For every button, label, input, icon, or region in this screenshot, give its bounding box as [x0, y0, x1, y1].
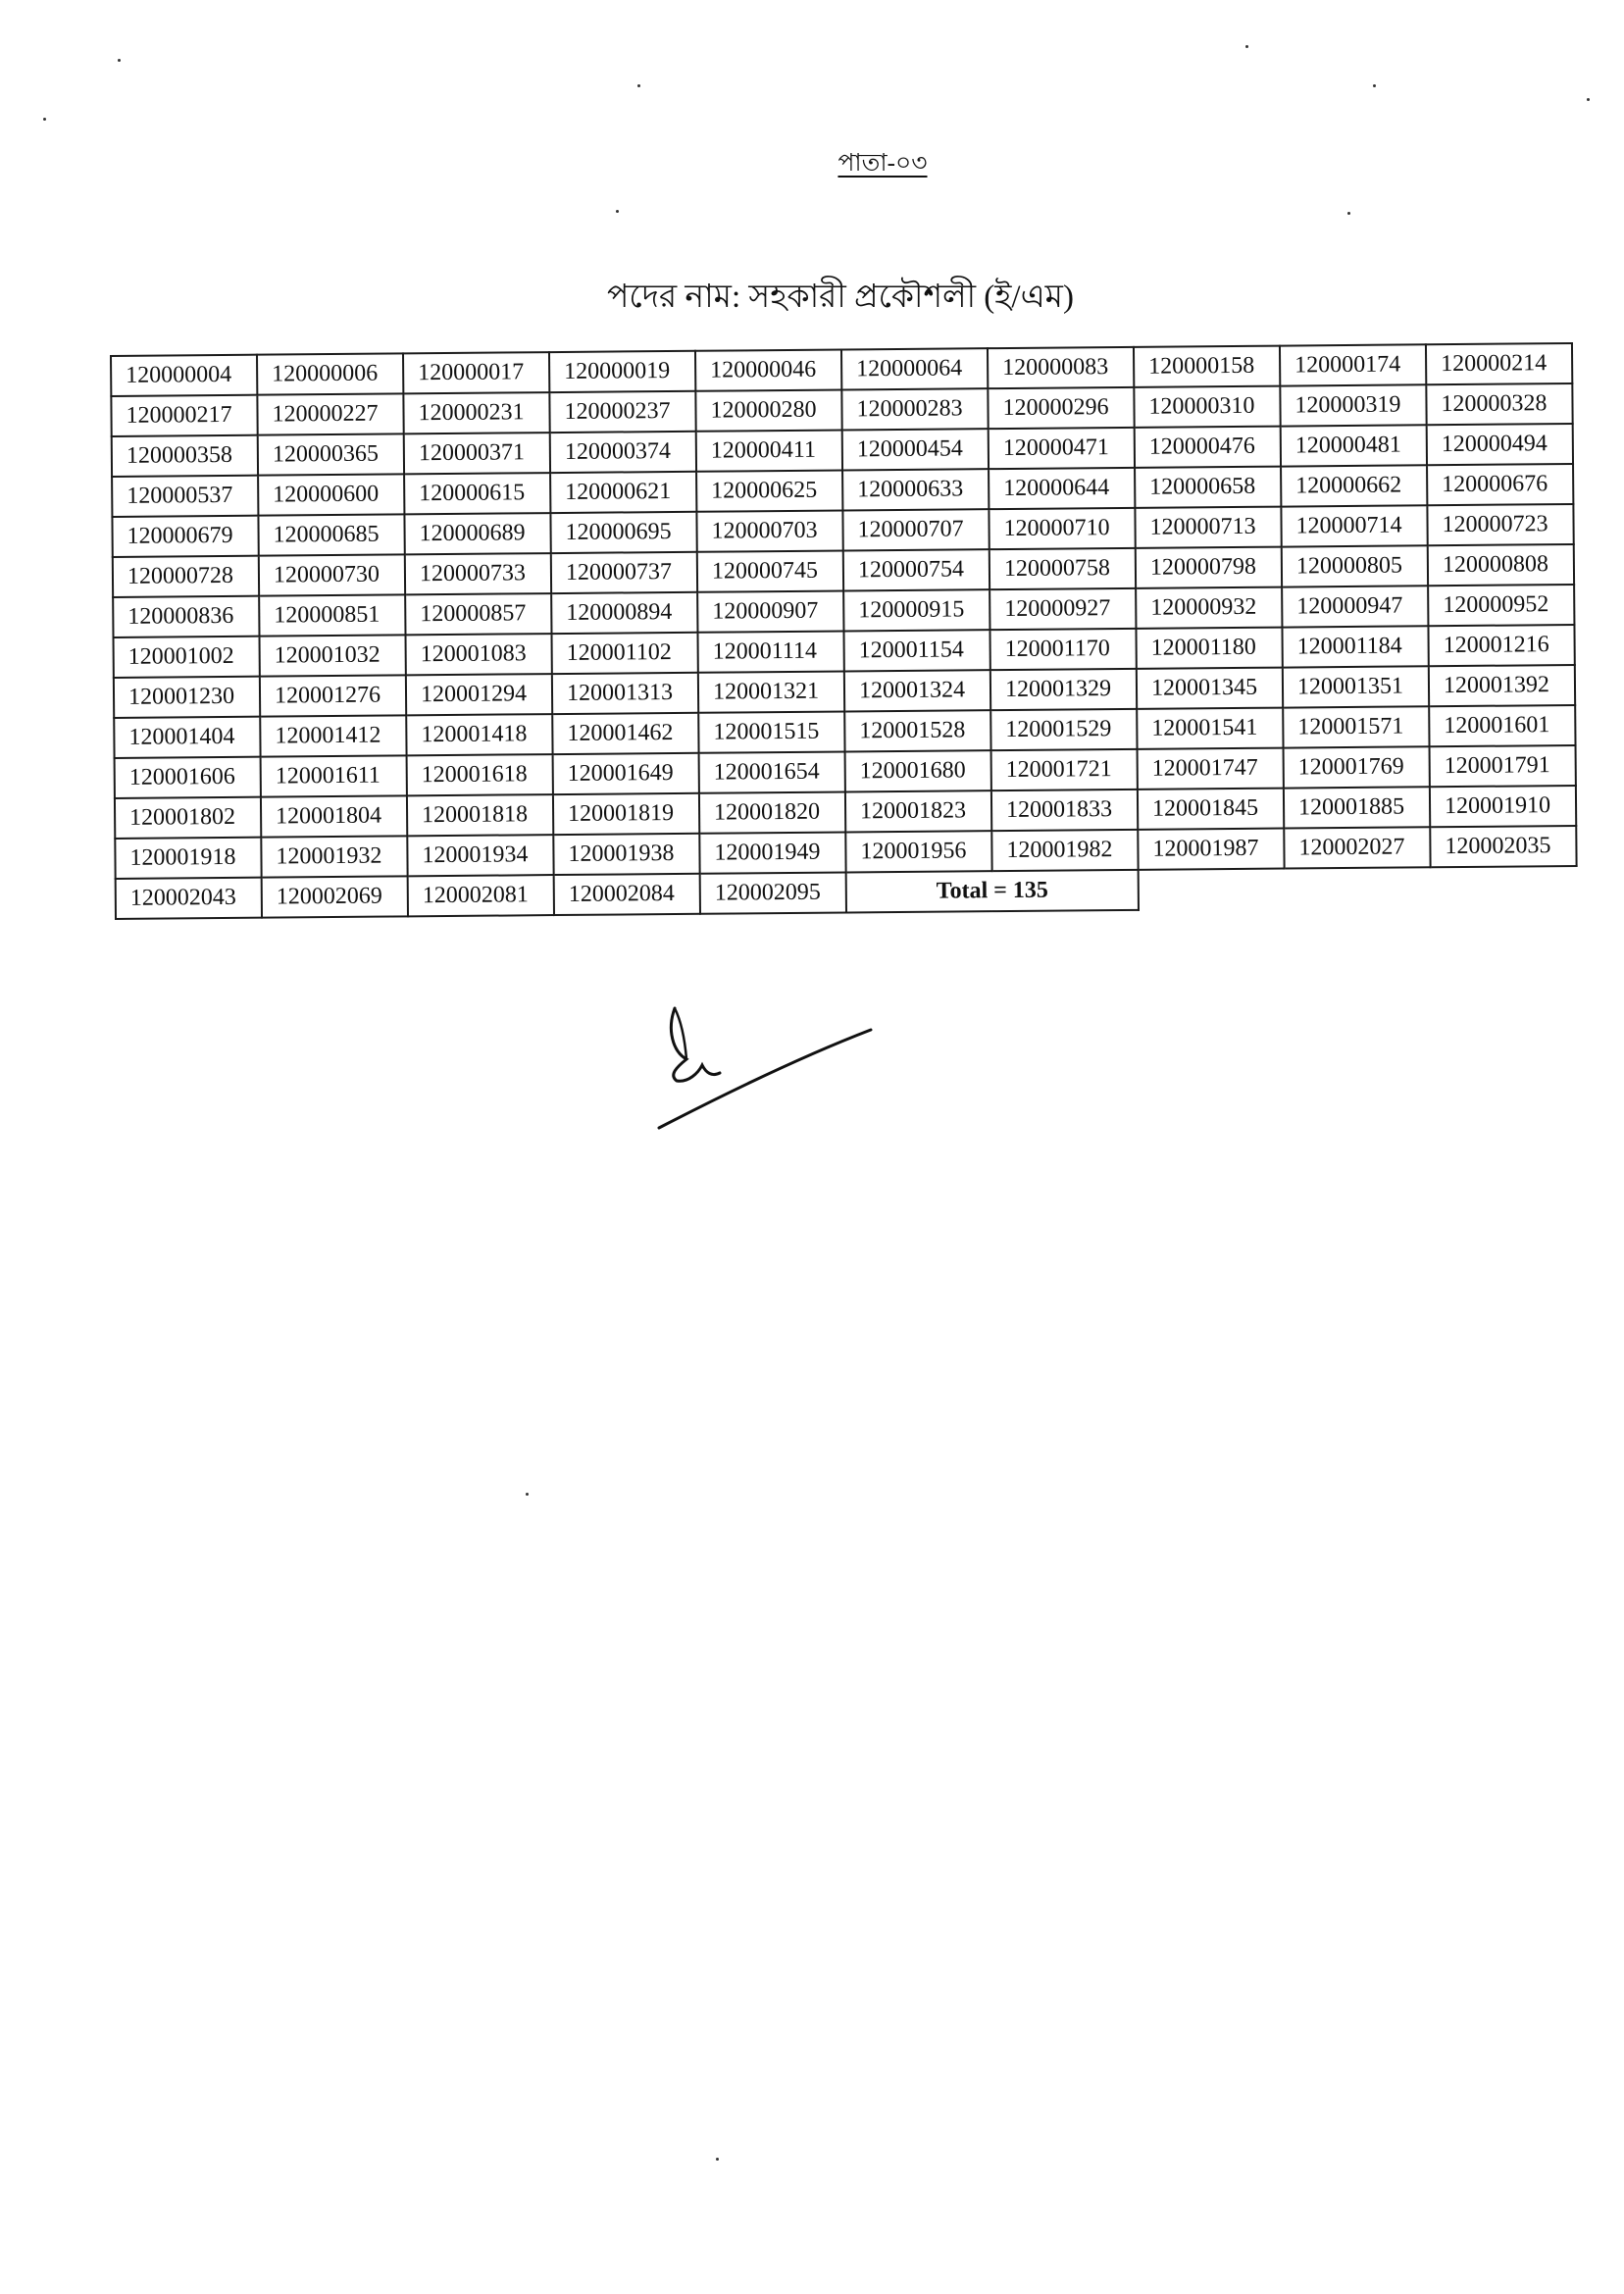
roll-number-cell: 120000758 — [990, 548, 1136, 589]
roll-number-cell: 120001321 — [698, 671, 844, 712]
roll-number-cell: 120000374 — [550, 432, 696, 473]
roll-number-cell: 120000358 — [112, 435, 258, 477]
roll-number-cell: 120000710 — [989, 508, 1135, 549]
scan-speck — [716, 2158, 719, 2161]
roll-number-cell: 120000644 — [989, 468, 1135, 509]
scan-speck — [526, 1493, 529, 1496]
roll-number-cell: 120001216 — [1428, 625, 1574, 666]
roll-number-cell: 120001418 — [406, 714, 552, 755]
roll-number-cell: 120000006 — [257, 353, 403, 394]
roll-number-cell: 120001601 — [1429, 705, 1575, 746]
roll-number-cell: 120000064 — [841, 348, 988, 389]
scan-speck — [616, 210, 619, 213]
roll-number-cell: 120001392 — [1429, 665, 1575, 706]
roll-number-cell: 120000695 — [550, 512, 696, 553]
roll-number-cell: 120000714 — [1281, 505, 1427, 546]
roll-number-cell: 120000857 — [405, 593, 551, 635]
empty-cell — [1431, 866, 1577, 907]
roll-number-cell: 120000600 — [258, 474, 404, 515]
roll-number-cell: 120001606 — [115, 757, 261, 798]
roll-number-cell: 120001180 — [1136, 628, 1282, 669]
total-count-cell: Total = 135 — [846, 870, 1139, 913]
roll-number-cell: 120001618 — [407, 754, 553, 795]
roll-number-cell: 120001404 — [114, 717, 260, 758]
roll-number-cell: 120000730 — [259, 554, 405, 595]
roll-number-cell: 120000328 — [1426, 383, 1572, 425]
scan-speck — [1347, 212, 1350, 215]
roll-number-cell: 120000365 — [258, 433, 404, 475]
roll-number-cell: 120000083 — [988, 347, 1134, 388]
roll-number-cell: 120001102 — [551, 633, 697, 674]
signature — [647, 991, 883, 1147]
roll-number-cell: 120002043 — [116, 878, 262, 919]
roll-number-cell: 120000927 — [990, 588, 1136, 630]
roll-number-cell: 120001351 — [1283, 666, 1429, 707]
roll-number-cell: 120001515 — [698, 711, 844, 752]
roll-number-cell: 120000808 — [1428, 544, 1574, 586]
roll-number-cell: 120000481 — [1281, 425, 1427, 466]
roll-number-cell: 120000494 — [1427, 424, 1573, 465]
roll-number-cell: 120000004 — [111, 355, 257, 396]
roll-number-cell: 120000932 — [1136, 587, 1282, 629]
roll-number-cell: 120001154 — [843, 630, 990, 671]
roll-number-cell: 120001918 — [115, 838, 261, 879]
roll-number-cell: 120000689 — [404, 513, 550, 554]
roll-number-cell: 120001170 — [990, 629, 1136, 670]
roll-number-cell: 120000745 — [697, 550, 843, 591]
roll-number-cell: 120000733 — [405, 553, 551, 594]
scan-speck — [118, 59, 121, 62]
roll-number-cell: 120001313 — [552, 673, 698, 714]
roll-number-cell: 120000283 — [841, 388, 988, 430]
roll-number-cell: 120000227 — [257, 393, 403, 434]
empty-cell — [1139, 869, 1285, 910]
roll-number-cell: 120001462 — [552, 713, 698, 754]
roll-number-cell: 120001823 — [845, 790, 991, 832]
roll-number-cell: 120001802 — [115, 797, 261, 839]
scan-speck — [637, 84, 640, 87]
roll-number-cell: 120000713 — [1135, 507, 1281, 548]
scan-speck — [43, 118, 46, 121]
roll-number-cell: 120001845 — [1138, 789, 1284, 830]
roll-number-cell: 120000046 — [695, 349, 841, 390]
roll-number-cell: 120000952 — [1428, 585, 1574, 626]
roll-number-cell: 120000685 — [258, 514, 404, 555]
roll-number-cell: 120001412 — [260, 715, 406, 756]
roll-number-cell: 120001611 — [261, 755, 407, 796]
scan-speck — [1373, 84, 1376, 87]
roll-number-cell: 120001529 — [990, 709, 1137, 750]
roll-number-cell: 120001938 — [553, 834, 699, 875]
roll-number-cell: 120001885 — [1284, 787, 1430, 828]
roll-number-cell: 120000371 — [404, 433, 550, 474]
roll-number-cell: 120000915 — [843, 589, 990, 631]
roll-number-cell: 120001818 — [407, 794, 553, 836]
roll-number-cell: 120000703 — [696, 510, 842, 551]
roll-number-cell: 120001324 — [844, 670, 990, 711]
roll-number-cell: 120000296 — [988, 387, 1134, 429]
roll-number-cell: 120000476 — [1135, 427, 1281, 468]
roll-number-cell: 120000851 — [259, 594, 405, 636]
roll-number-cell: 120000454 — [842, 429, 989, 470]
roll-number-cell: 120001294 — [406, 674, 552, 715]
roll-number-cell: 120000621 — [550, 472, 696, 513]
roll-number-cell: 120001114 — [697, 631, 843, 672]
roll-number-cell: 120000836 — [113, 596, 259, 637]
roll-number-cell: 120001541 — [1137, 708, 1283, 749]
roll-number-table — [110, 342, 1578, 920]
roll-number-cell: 120000471 — [989, 428, 1135, 469]
roll-number-cell: 120000658 — [1135, 467, 1281, 508]
roll-number-cell: 120000280 — [695, 389, 841, 431]
roll-number-cell: 120000805 — [1282, 545, 1428, 586]
roll-number-cell: 120001804 — [261, 795, 407, 837]
roll-number-cell: 120001949 — [699, 832, 845, 873]
roll-number-cell: 120001184 — [1282, 626, 1428, 667]
scan-speck — [1587, 98, 1590, 101]
roll-number-cell: 120000411 — [696, 430, 842, 471]
roll-number-cell: 120000633 — [842, 469, 989, 510]
roll-number-cell: 120000537 — [112, 476, 258, 517]
roll-number-cell: 120001276 — [260, 675, 406, 716]
roll-number-cell: 120002027 — [1284, 827, 1430, 868]
page-number: পাতা-০৩ — [837, 150, 928, 177]
roll-number-cell: 120001819 — [553, 793, 699, 835]
roll-number-cell: 120000707 — [842, 509, 989, 550]
roll-number-cell: 120000737 — [551, 552, 697, 593]
roll-number-cell: 120001820 — [699, 791, 845, 833]
roll-number-cell: 120000907 — [697, 590, 843, 632]
roll-number-cell: 120000798 — [1136, 547, 1282, 588]
roll-number-cell: 120000019 — [549, 351, 695, 392]
roll-number-cell: 120002035 — [1430, 826, 1576, 867]
roll-number-cell: 120000310 — [1134, 386, 1280, 428]
roll-number-cell: 120001649 — [553, 753, 699, 794]
roll-number-cell: 120002069 — [262, 876, 408, 917]
roll-number-cell: 120000158 — [1134, 346, 1280, 387]
roll-number-cell: 120001083 — [406, 634, 552, 675]
roll-number-cell: 120001002 — [114, 637, 260, 678]
roll-number-cell: 120001987 — [1138, 829, 1284, 870]
roll-number-cell: 120001329 — [990, 669, 1137, 710]
roll-number-cell: 120002081 — [408, 875, 554, 916]
roll-number-cell: 120001032 — [260, 635, 406, 676]
roll-number-cell: 120001956 — [845, 831, 991, 872]
roll-number-cell: 120000728 — [113, 556, 259, 597]
roll-number-cell: 120000174 — [1280, 344, 1426, 385]
roll-number-cell: 120000217 — [111, 395, 257, 436]
scan-speck — [1245, 45, 1248, 48]
roll-number-cell: 120001721 — [991, 749, 1138, 790]
roll-number-cell: 120000662 — [1281, 465, 1427, 506]
roll-number-cell: 120001833 — [991, 790, 1138, 831]
roll-number-cell: 120000017 — [403, 352, 549, 393]
roll-number-cell: 120001934 — [407, 835, 553, 876]
roll-number-cell: 120000237 — [549, 391, 695, 433]
roll-number-cell: 120000723 — [1427, 504, 1573, 545]
roll-number-cell: 120002084 — [554, 874, 700, 915]
roll-number-cell: 120001769 — [1284, 746, 1430, 788]
roll-number-cell: 120001654 — [699, 751, 845, 792]
roll-number-cell: 120001910 — [1430, 786, 1576, 827]
roll-number-cell: 120001528 — [844, 710, 990, 751]
roll-number-cell: 120001932 — [261, 836, 407, 877]
roll-number-cell: 120001982 — [991, 830, 1138, 871]
empty-cell — [1285, 867, 1431, 908]
roll-number-cell: 120001747 — [1138, 748, 1284, 790]
roll-number-cell: 120000319 — [1280, 384, 1426, 426]
roll-number-cell: 120000676 — [1427, 464, 1573, 505]
roll-number-cell: 120001230 — [114, 677, 260, 718]
roll-number-cell: 120001571 — [1283, 706, 1429, 747]
roll-number-cell: 120000625 — [696, 470, 842, 511]
roll-number-cell: 120001791 — [1430, 745, 1576, 787]
roll-number-cell: 120001680 — [845, 750, 991, 791]
roll-number-cell: 120002095 — [700, 872, 846, 913]
roll-number-cell: 120000679 — [112, 516, 258, 557]
roll-number-cell: 120000754 — [843, 549, 990, 590]
roll-number-cell: 120000894 — [551, 592, 697, 634]
roll-number-cell: 120000615 — [404, 473, 550, 514]
roll-number-cell: 120001345 — [1137, 668, 1283, 709]
roll-number-cell: 120000231 — [403, 392, 549, 433]
roll-number-cell: 120000947 — [1282, 586, 1428, 627]
roll-number-cell: 120000214 — [1426, 343, 1572, 384]
post-title: পদের নাম: সহকারী প্রকৌশলী (ই/এম) — [606, 280, 1074, 315]
